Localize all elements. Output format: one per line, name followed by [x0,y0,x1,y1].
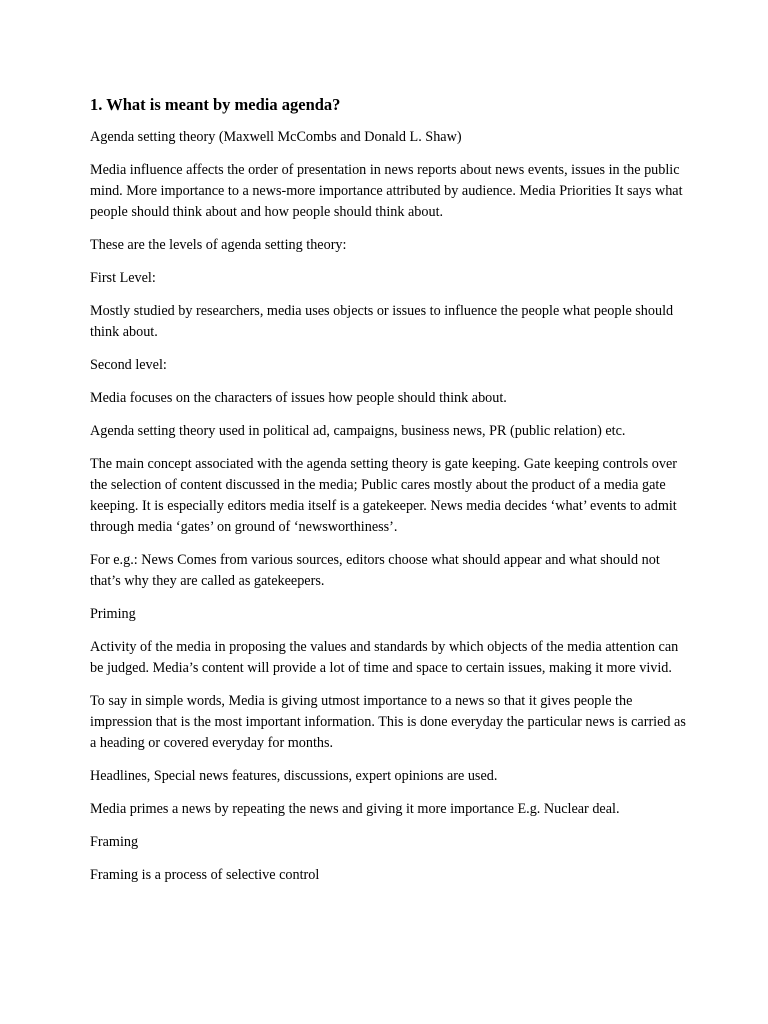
paragraph-priming-simple: To say in simple words, Media is giving utmost importance to a news so that it gives people the impression that is the most important information. This is done everyday the particular news is carried as a heading or covered everyday for months. [90,693,686,751]
heading-first-level: First Level: [90,270,156,286]
paragraph-theory-attribution: Agenda setting theory (Maxwell McCombs and Donald L. Shaw) [90,129,462,145]
paragraph-gate-keeping: The main concept associated with the agenda setting theory is gate keeping. Gate keeping controls over the selection of content discussed in the media; Public cares mostly about the product of a media gate keeping. It is especially editors media itself is a gatekeeper. News media decides ‘what’ events to admit through media ‘gates’ on ground of ‘newsworthiness’. [90,456,678,535]
paragraph-levels-intro: These are the levels of agenda setting theory: [90,237,347,253]
paragraph-media-influence: Media influence affects the order of presentation in news reports about news events, issues in the public mind. More importance to a news-more importance attributed by audience. Media Priorities It says what people should think about and how people should think about. [90,162,683,220]
document-title: 1. What is meant by media agenda? [90,95,341,114]
paragraph-priming-definition: Activity of the media in proposing the values and standards by which objects of the media attention can be judged. Media’s content will provide a lot of time and space to certain issues, making it more vivid. [90,639,679,676]
heading-framing: Framing [90,834,139,850]
paragraph-example: For e.g.: News Comes from various sources, editors choose what should appear and what should not that’s why they are called as gatekeepers. [90,552,660,589]
heading-priming: Priming [90,606,136,622]
paragraph-priming-example: Media primes a news by repeating the news and giving it more importance E.g. Nuclear deal. [90,801,620,817]
heading-second-level: Second level: [90,357,167,373]
paragraph-framing-definition: Framing is a process of selective control [90,867,320,883]
paragraph-first-level: Mostly studied by researchers, media uses objects or issues to influence the people what people should think about. [90,303,674,340]
document-page [90,94,690,886]
paragraph-second-level: Media focuses on the characters of issues how people should think about. [90,390,507,406]
paragraph-priming-tools: Headlines, Special news features, discussions, expert opinions are used. [90,768,498,784]
paragraph-uses: Agenda setting theory used in political ad, campaigns, business news, PR (public relation) etc. [90,423,626,439]
